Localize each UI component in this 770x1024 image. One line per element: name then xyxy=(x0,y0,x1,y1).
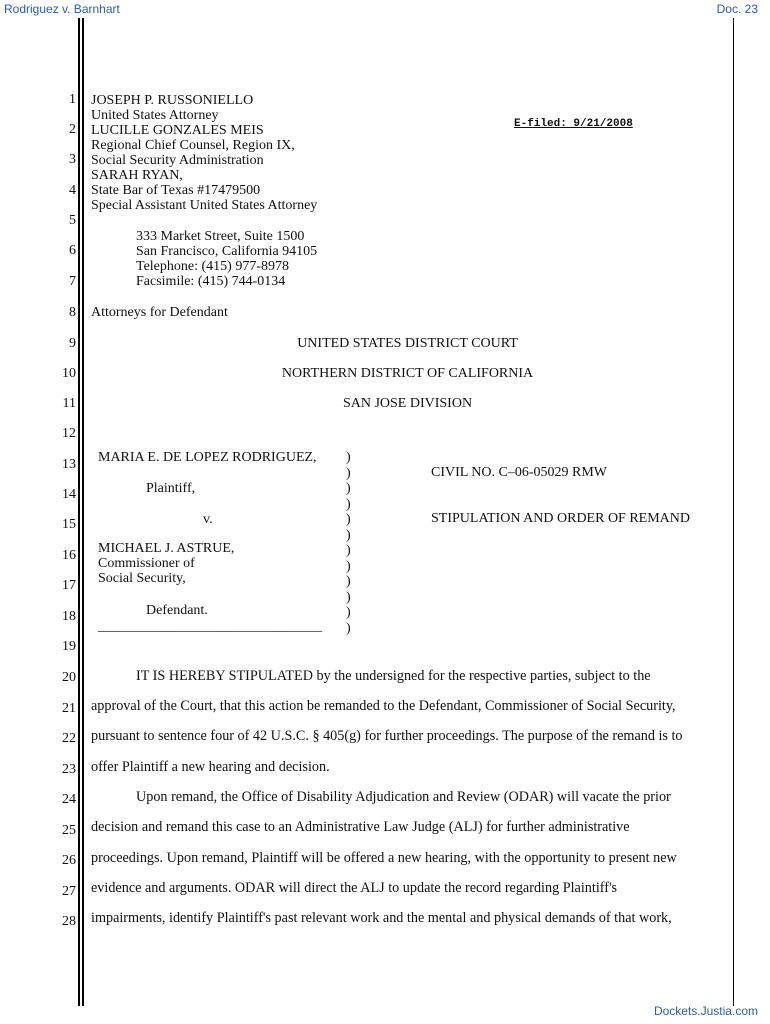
caption-paren: ) xyxy=(346,605,351,620)
counsel-block xyxy=(91,93,317,213)
caption-paren: ) xyxy=(346,450,351,465)
body-line: approval of the Court, that this action be remanded to the Defendant, Commissioner of Social Security, xyxy=(91,698,676,714)
line-number: 4 xyxy=(69,183,76,198)
line-number: 8 xyxy=(69,305,76,320)
line-number: 5 xyxy=(69,213,76,228)
plaintiff-role: Plaintiff, xyxy=(146,481,196,496)
caption-paren: ) xyxy=(346,574,351,589)
line-number: 12 xyxy=(62,426,76,441)
caption-paren: ) xyxy=(346,496,351,512)
caption-paren: ) xyxy=(346,512,351,527)
address-line: San Francisco, California 94105 xyxy=(136,244,318,259)
defendant-block xyxy=(98,541,234,586)
body-line: Upon remand, the Office of Disability Adjudication and Review (ODAR) will vacate the prior xyxy=(136,789,671,805)
line-number: 9 xyxy=(69,336,76,351)
line-number: 2 xyxy=(69,122,76,137)
efiled-stamp: E-filed: 9/21/2008 xyxy=(514,118,633,130)
line-number: 10 xyxy=(62,366,76,381)
line-number: 3 xyxy=(69,152,76,167)
court-district: NORTHERN DISTRICT OF CALIFORNIA xyxy=(281,366,534,381)
body-line: decision and remand this case to an Administrative Law Judge (ALJ) for further administrative xyxy=(91,819,630,835)
line-number: 15 xyxy=(62,517,76,532)
line-number: 17 xyxy=(62,578,76,593)
versus: v. xyxy=(203,512,213,527)
body-line: IT IS HEREBY STIPULATED by the undersigned for the respective parties, subject to the xyxy=(136,668,651,684)
line-number: 22 xyxy=(62,731,76,746)
line-number: 24 xyxy=(62,792,76,807)
counsel-line: JOSEPH P. RUSSONIELLO xyxy=(91,93,254,108)
caption-paren: ) xyxy=(346,589,351,605)
caption-paren: ) xyxy=(346,543,351,558)
attorneys-for: Attorneys for Defendant xyxy=(91,305,228,320)
counsel-line: Social Security Administration xyxy=(91,153,264,168)
line-number: 26 xyxy=(62,853,76,868)
counsel-line: United States Attorney xyxy=(91,108,219,123)
line-number: 21 xyxy=(62,701,76,716)
defendant-line: Social Security, xyxy=(98,571,186,586)
line-number: 11 xyxy=(62,396,76,411)
line-number: 19 xyxy=(62,639,76,654)
line-number: 16 xyxy=(62,548,76,563)
line-number: 27 xyxy=(62,884,76,899)
line-number: 14 xyxy=(62,487,76,502)
case-title-link[interactable]: Rodriguez v. Barnhart xyxy=(4,2,120,16)
counsel-address xyxy=(136,229,317,289)
counsel-line: State Bar of Texas #17479500 xyxy=(91,183,261,198)
body-line: offer Plaintiff a new hearing and decision. xyxy=(91,759,330,775)
caption-underline: ________________________________ xyxy=(98,619,322,634)
justia-footer-link[interactable]: Dockets.Justia.com xyxy=(653,1004,758,1018)
address-line: Telephone: (415) 977-8978 xyxy=(136,259,289,274)
line-number: 7 xyxy=(69,274,76,289)
defendant-line: MICHAEL J. ASTRUE, xyxy=(98,541,235,556)
address-line: 333 Market Street, Suite 1500 xyxy=(136,229,305,244)
caption-paren: ) xyxy=(346,558,351,574)
caption-paren: ) xyxy=(346,465,351,481)
caption-paren: ) xyxy=(346,620,351,636)
line-number: 28 xyxy=(62,914,76,929)
counsel-line: Regional Chief Counsel, Region IX, xyxy=(91,138,295,153)
body-line: impairments, identify Plaintiff's past relevant work and the mental and physical demands of that work, xyxy=(91,910,672,926)
left-margin-rule-outer xyxy=(78,18,80,1006)
line-number: 18 xyxy=(62,609,76,624)
line-number: 1 xyxy=(69,92,76,107)
defendant-line: Commissioner of xyxy=(98,556,195,571)
court-name: UNITED STATES DISTRICT COURT xyxy=(297,336,518,351)
counsel-line: Special Assistant United States Attorney xyxy=(91,198,318,213)
doc-number-link[interactable]: Doc. 23 xyxy=(716,2,758,16)
address-line: Facsimile: (415) 744-0134 xyxy=(136,274,286,289)
line-number: 25 xyxy=(62,823,76,838)
body-line: proceedings. Upon remand, Plaintiff will be offered a new hearing, with the opportunity to present new xyxy=(91,850,677,866)
defendant-role: Defendant. xyxy=(146,603,208,618)
right-margin-rule xyxy=(733,18,734,1006)
plaintiff-name: MARIA E. DE LOPEZ RODRIGUEZ, xyxy=(98,450,317,465)
counsel-line: LUCILLE GONZALES MEIS xyxy=(91,123,264,138)
document-title: STIPULATION AND ORDER OF REMAND xyxy=(431,511,691,526)
caption-paren: ) xyxy=(346,527,351,543)
body-line: evidence and arguments. ODAR will direct the ALJ to update the record regarding Plaintiff's xyxy=(91,880,618,896)
counsel-line: SARAH RYAN, xyxy=(91,168,183,183)
body-line: pursuant to sentence four of 42 U.S.C. § 405(g) for further proceedings. The purpose of the remand is to xyxy=(91,728,683,744)
line-number: 20 xyxy=(62,670,76,685)
line-number: 23 xyxy=(62,762,76,777)
caption-paren: ) xyxy=(346,481,351,496)
left-margin-rule-inner xyxy=(82,18,84,1006)
line-number: 6 xyxy=(69,243,76,258)
court-division: SAN JOSE DIVISION xyxy=(342,396,473,411)
civil-number: CIVIL NO. C–06-05029 RMW xyxy=(431,465,608,480)
line-number: 13 xyxy=(62,457,76,472)
